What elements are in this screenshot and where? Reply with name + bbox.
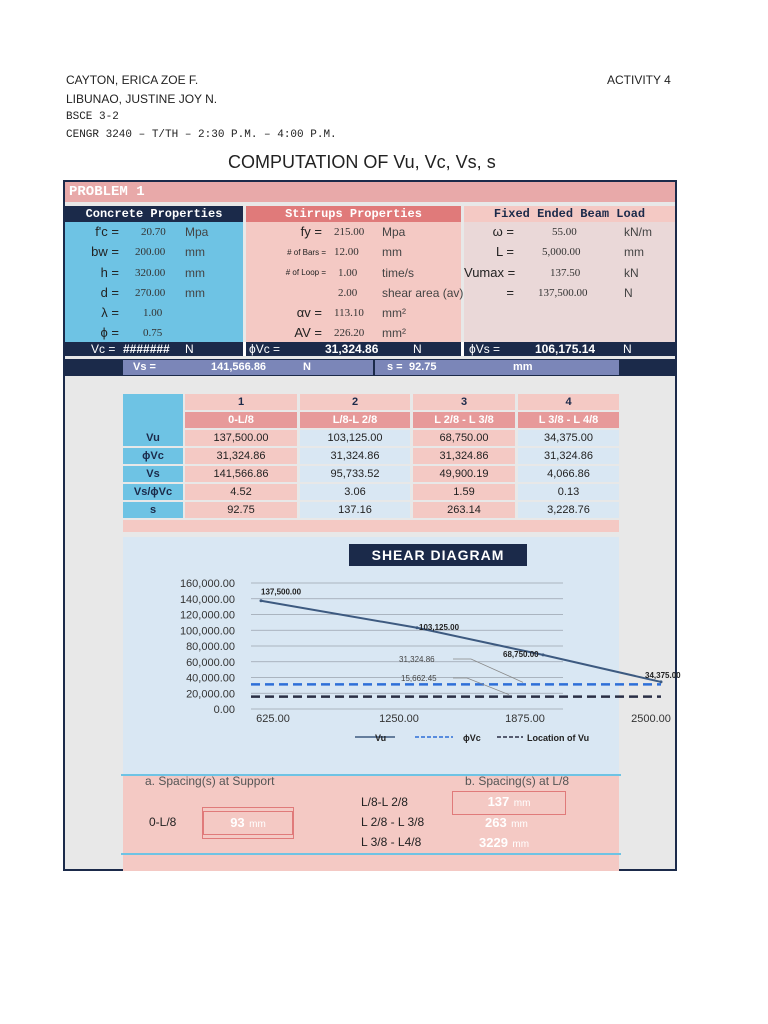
vs-value: 141,566.86	[211, 361, 267, 373]
table-cell: 137,500.00	[185, 430, 297, 446]
phivc-value: 31,324.86	[325, 342, 379, 356]
table-col-header: 1	[185, 394, 297, 410]
phivs-unit: N	[623, 342, 632, 356]
spacing-row-value: 137	[487, 794, 510, 809]
table-footer-band	[123, 520, 619, 532]
av-small-unit: mm²	[382, 306, 406, 320]
data-label: 34,375.00	[645, 670, 681, 680]
table-cell: 31,324.86	[518, 448, 619, 464]
d-value: 270.00	[135, 287, 166, 299]
vs-label: Vs =	[133, 361, 156, 373]
table-col-header: 3	[413, 394, 515, 410]
fy-label: fy =	[300, 224, 322, 239]
omega-unit: kN/m	[624, 225, 652, 239]
results-divider	[461, 342, 464, 356]
vumax-n-label: =	[506, 285, 514, 300]
data-label: 68,750.00	[503, 649, 539, 659]
phivc-label: ϕVc =	[249, 342, 281, 356]
table-corner	[123, 394, 183, 412]
results-bar	[65, 342, 675, 356]
lambda-value: 1.00	[143, 307, 163, 319]
spacing-row-label: L 3/8 - L4/8	[361, 835, 422, 849]
annotation-leader	[453, 659, 523, 682]
s-value: 92.75	[409, 361, 437, 373]
y-tick-label: 20,000.00	[186, 688, 235, 701]
shear-diagram	[123, 537, 681, 777]
fc-unit: Mpa	[185, 225, 209, 239]
omega-value: 55.00	[552, 226, 577, 238]
series-line-vu	[261, 601, 661, 682]
table-cell: 263.14	[413, 502, 515, 518]
spacing-row-value: 263	[485, 815, 507, 830]
table-range-header: L 3/8 - L 4/8	[518, 412, 619, 428]
table-cell: 4.52	[185, 484, 297, 500]
legend-label-location: Location of Vu	[527, 733, 590, 743]
omega-label: ω =	[492, 224, 514, 239]
av-label: AV =	[294, 325, 322, 340]
x-tick-label: 2500.00	[631, 713, 671, 725]
spacing-l8-heading: b. Spacing(s) at L/8	[465, 774, 570, 788]
stirrups-properties-header: Stirrups Properties	[246, 206, 461, 222]
table-cell: 68,750.00	[413, 430, 515, 446]
av-value: 226.20	[334, 327, 365, 339]
vs-s-panel	[123, 360, 619, 375]
vs-unit: N	[303, 361, 311, 373]
results-divider	[243, 342, 246, 356]
annotation-location: 15,662.45	[401, 674, 437, 683]
av-small-label: αv =	[296, 305, 322, 320]
vumax-value: 137.50	[550, 267, 581, 279]
fc-label: f'c =	[95, 224, 119, 239]
phivs-label: ϕVs =	[469, 342, 501, 356]
bw-unit: mm	[185, 245, 205, 259]
phivs-value: 106,175.14	[535, 342, 596, 356]
d-label: d =	[100, 285, 119, 300]
s-label: s =	[387, 361, 403, 373]
table-cell: 31,324.86	[300, 448, 410, 464]
table-cell: 0.13	[518, 484, 619, 500]
y-tick-label: 40,000.00	[186, 672, 235, 685]
section-label: BSCE 3-2	[66, 111, 119, 123]
legend-label-phivc: ϕVc	[463, 733, 481, 743]
activity-label: ACTIVITY 4	[607, 73, 671, 87]
data-point-vu	[660, 680, 663, 683]
table-range-header: 0-L/8	[185, 412, 297, 428]
spacing-row-value-wrap	[485, 814, 528, 832]
vumax-n-unit: N	[624, 286, 633, 300]
beam-load-panel	[464, 222, 675, 344]
y-tick-label: 100,000.00	[179, 625, 235, 638]
vc-label: Vc =	[91, 342, 116, 356]
s-unit: mm	[513, 361, 533, 373]
spacing-row-unit: mm	[511, 819, 528, 830]
length-label: L =	[496, 244, 514, 259]
data-label: 137,500.00	[261, 587, 302, 597]
table-row-label: Vs	[123, 466, 183, 482]
table-row-label: Vs/ϕVc	[123, 484, 183, 500]
table-cell: 95,733.52	[300, 466, 410, 482]
spacing-support-value: 93	[230, 815, 245, 830]
fy-value: 215.00	[334, 226, 365, 238]
course-label: CENGR 3240 – T/TH – 2:30 P.M. – 4:00 P.M.	[66, 129, 337, 141]
spacing-bottom-rule	[121, 853, 621, 855]
annotation-leader	[453, 678, 509, 695]
table-cell: 137.16	[300, 502, 410, 518]
table-row-label: ϕVc	[123, 448, 183, 464]
vc-value: #######	[123, 342, 170, 356]
fc-value: 20.70	[141, 226, 166, 238]
h-value: 320.00	[135, 267, 166, 279]
loop-label: # of Loop =	[285, 268, 326, 277]
phivc-unit: N	[413, 342, 422, 356]
d-unit: mm	[185, 286, 205, 300]
y-tick-label: 160,000.00	[179, 578, 235, 590]
stirrups-panel	[246, 222, 464, 344]
lambda-label: λ =	[101, 305, 119, 320]
vumax-n-value: 137,500.00	[538, 287, 588, 299]
loop-value: 1.00	[338, 267, 358, 279]
legend-label-vu: Vu	[375, 733, 387, 743]
loop-unit: time/s	[382, 266, 415, 280]
x-tick-label: 1875.00	[505, 713, 545, 725]
data-point-vu	[260, 599, 263, 602]
y-tick-label: 140,000.00	[179, 593, 235, 606]
vc-unit: N	[185, 342, 194, 356]
h-label: h =	[100, 265, 119, 280]
bw-label: bw =	[91, 244, 119, 259]
problem-bar	[65, 182, 675, 202]
spacing-row-label: L/8-L 2/8	[361, 795, 408, 809]
spacing-row-value-wrap	[479, 834, 529, 852]
table-cell: 31,324.86	[413, 448, 515, 464]
table-row-label: Vu	[123, 430, 183, 446]
table-cell: 34,375.00	[518, 430, 619, 446]
table-row-label: s	[123, 502, 183, 518]
length-unit: mm	[624, 245, 644, 259]
table-range-header: L/8-L 2/8	[300, 412, 410, 428]
spacing-support-label: 0-L/8	[149, 815, 177, 829]
spacing-row-box	[452, 791, 566, 815]
y-tick-label: 80,000.00	[186, 641, 235, 653]
av-unit: mm²	[382, 326, 406, 340]
phi-value: 0.75	[143, 327, 163, 339]
spacing-support-unit: mm	[249, 819, 266, 830]
bw-value: 200.00	[135, 246, 166, 258]
h-unit: mm	[185, 266, 205, 280]
bars-unit: mm	[382, 245, 402, 259]
problem-title: PROBLEM 1	[69, 184, 145, 200]
page-title: COMPUTATION OF Vu, Vc, Vs, s	[228, 152, 496, 172]
vumax-label: Vumax =	[464, 265, 516, 280]
table-cell: 4,066.86	[518, 466, 619, 482]
table-cell: 49,900.19	[413, 466, 515, 482]
length-value: 5,000.00	[542, 246, 581, 258]
bars-value: 12.00	[334, 246, 359, 258]
concrete-panel	[65, 222, 243, 344]
data-point-vu	[542, 653, 545, 656]
vumax-unit: kN	[624, 266, 639, 280]
y-tick-label: 0.00	[213, 704, 235, 716]
table-corner	[123, 412, 183, 430]
shear-area-value: 2.00	[338, 287, 358, 299]
fy-unit: Mpa	[382, 225, 406, 239]
table-cell: 141,566.86	[185, 466, 297, 482]
computation-sheet	[63, 180, 681, 871]
beam-load-header: Fixed Ended Beam Load	[464, 206, 675, 222]
spacing-support-box	[202, 807, 294, 839]
x-tick-label: 625.00	[256, 713, 290, 725]
vs-s-bar	[65, 359, 675, 376]
table-cell: 31,324.86	[185, 448, 297, 464]
student-name-2: LIBUNAO, JUSTINE JOY N.	[66, 92, 218, 106]
chart-title: SHEAR DIAGRAM	[371, 547, 505, 563]
table-cell: 3,228.76	[518, 502, 619, 518]
concrete-properties-header: Concrete Properties	[65, 206, 243, 222]
data-label: 103,125.00	[419, 622, 460, 632]
table-cell: 1.59	[413, 484, 515, 500]
bars-label: # of Bars =	[287, 248, 326, 257]
vs-s-divider	[373, 360, 375, 375]
phi-label: ϕ =	[100, 325, 119, 340]
annotation-phivc: 31,324.86	[399, 655, 435, 664]
shear-area-unit: shear area (av)	[382, 286, 464, 300]
x-tick-label: 1250.00	[379, 713, 419, 725]
table-col-header: 4	[518, 394, 619, 410]
av-small-value: 113.10	[334, 307, 364, 319]
spacing-row-label: L 2/8 - L 3/8	[361, 815, 425, 829]
spacing-row-value: 3229	[479, 835, 508, 850]
table-cell: 103,125.00	[300, 430, 410, 446]
table-range-header: L 2/8 - L 3/8	[413, 412, 515, 428]
spacing-row-unit: mm	[513, 798, 531, 809]
student-name-1: CAYTON, ERICA ZOE F.	[66, 73, 199, 87]
spacing-support-heading: a. Spacing(s) at Support	[145, 774, 275, 788]
table-cell: 92.75	[185, 502, 297, 518]
table-cell: 3.06	[300, 484, 410, 500]
table-col-header: 2	[300, 394, 410, 410]
y-tick-label: 60,000.00	[186, 656, 235, 669]
spacing-row-unit: mm	[512, 839, 530, 850]
y-tick-label: 120,000.00	[179, 609, 235, 622]
